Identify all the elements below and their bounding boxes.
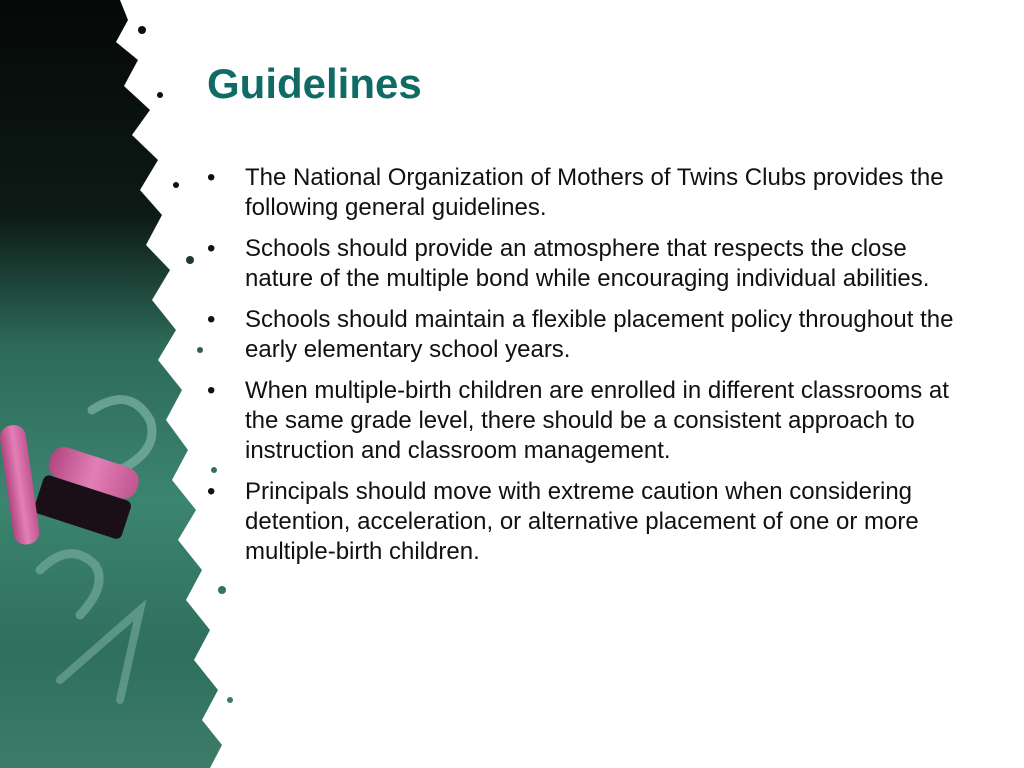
bullet-text: Schools should maintain a flexible placement policy throughout the early elementary school years. (245, 306, 954, 363)
bullet-text: The National Organization of Mothers of Twins Clubs provides the following general guidelines. (245, 164, 944, 221)
bullet-marker: • (207, 306, 216, 333)
bullet-item (207, 477, 967, 567)
bullet-marker: • (207, 377, 216, 404)
bullet-text: When multiple-birth children are enrolled in different classrooms at the same grade level, there should be a consistent approach to instruction and classroom management. (245, 377, 949, 464)
bullet-item (207, 376, 967, 466)
bullet-marker: • (207, 235, 216, 262)
slide-title: Guidelines (207, 60, 422, 107)
bullet-text: Principals should move with extreme caution when considering detention, acceleration, or alternative placement of one or more multiple-birth children. (245, 478, 919, 565)
bullet-item (207, 163, 967, 223)
bullet-marker: • (207, 478, 216, 505)
bullet-item (207, 305, 967, 365)
bullet-item (207, 234, 967, 294)
bullet-text: Schools should provide an atmosphere that respects the close nature of the multiple bond while encouraging individual abilities. (245, 235, 930, 292)
bullet-marker: • (207, 164, 216, 191)
bullet-list (207, 163, 967, 578)
